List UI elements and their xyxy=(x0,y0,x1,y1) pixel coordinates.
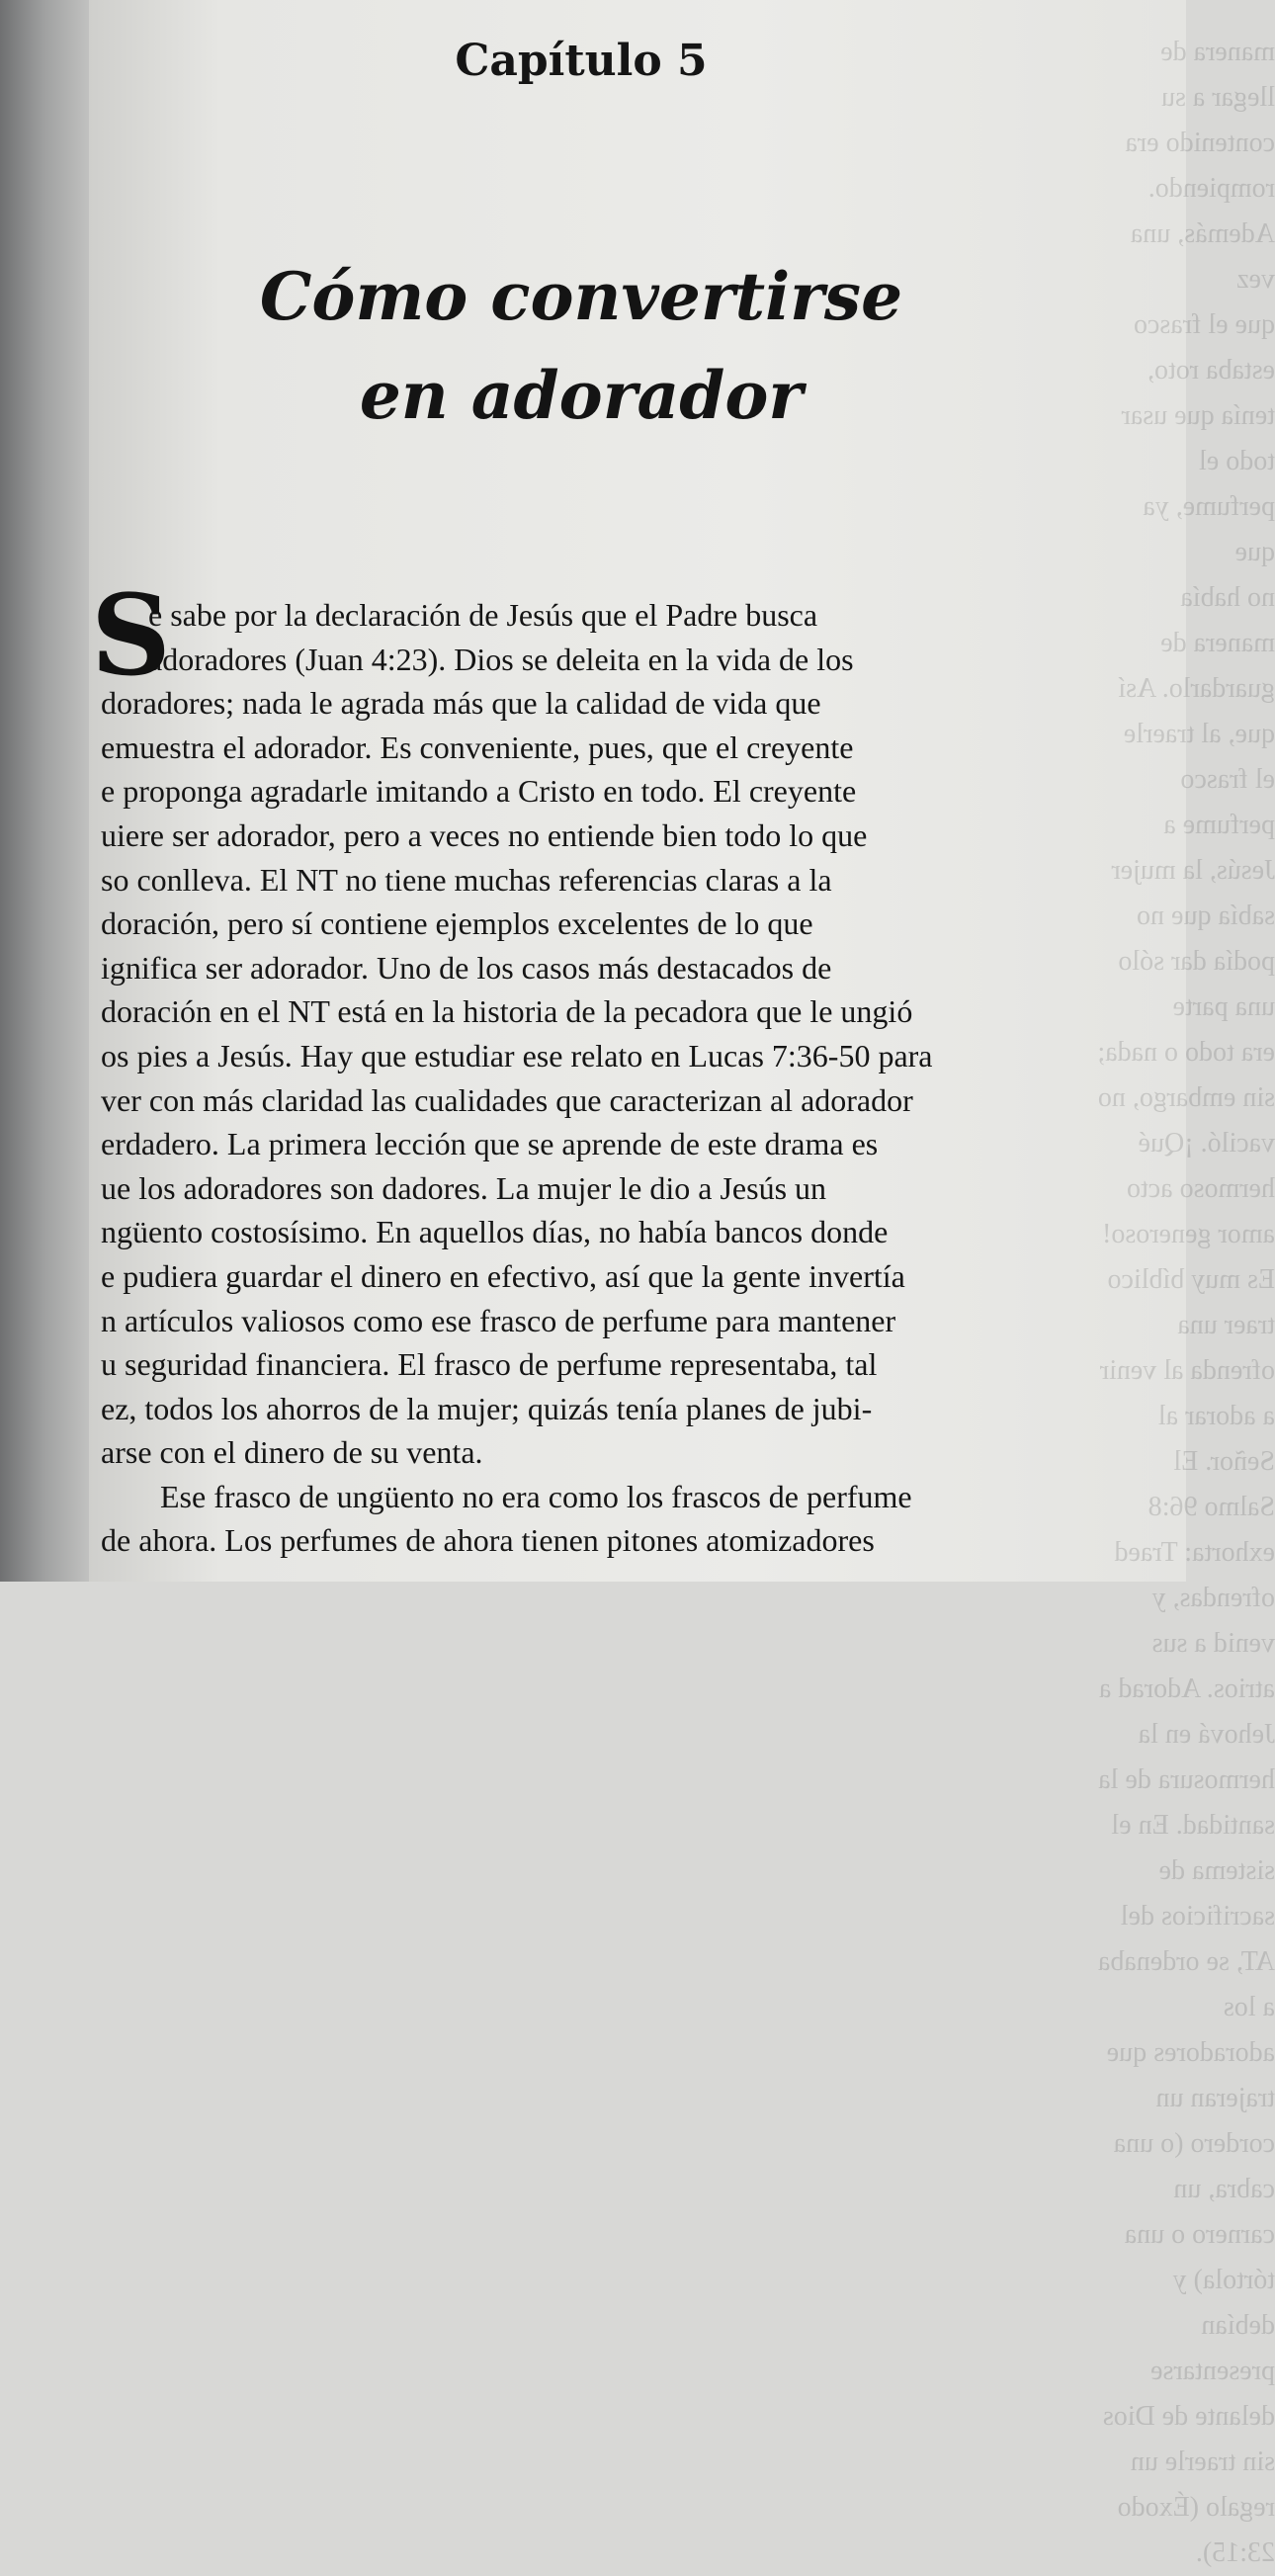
body-line: os pies a Jesús. Hay que estudiar ese relato en Lucas 7:36-50 para xyxy=(101,1037,933,1073)
body-line: Ese frasco de ungüento no era como los frascos de perfume xyxy=(160,1478,912,1514)
body-line: doración, pero sí contiene ejemplos excelentes de lo que xyxy=(101,905,813,942)
body-line: arse con el dinero de su venta. xyxy=(101,1434,483,1471)
body-line: uiere ser adorador, pero a veces no entiende bien todo lo que xyxy=(101,816,868,853)
chapter-title-line-1: Cómo convertirse xyxy=(259,258,903,335)
body-line: n artículos valiosos como ese frasco de perfume para mantener xyxy=(101,1302,896,1338)
body-line: emuestra el adorador. Es conveniente, pues, que el creyente xyxy=(101,729,854,765)
bleed-through-text: manera de llegar a su contenido era rompiendo. Además, una vez que el frasco estaba roto, tenía que usar todo el perfume, ya que no había manera de guardarlo. Así que, al traerle el frasco perfume a Jesús, la mujer sabía que no podía dar sólo una parte era todo o nada; sin embargo, no vaciló. ¡Qué hermoso acto amor generoso! Es muy bíblico traer una ofrenda al venir a adorar al Señor. El Salmo 96:8 exhorta: Traed ofrendas, y venid a sus atrios. Adorad a Jehová en la hermosura de la santidad. En el sistema de sacrificios del AT, se ordenaba a los adoradores que trajeran un cordero (o una cabra, un carnero o una tórtola) y debían presentarse delante de Dios sin traerle un regalo (Éxodo 23:15). xyxy=(1097,37,1275,2568)
body-line: erdadero. La primera lección que se aprende de este drama es xyxy=(101,1126,879,1162)
body-line: ue los adoradores son dadores. La mujer le dio a Jesús un xyxy=(101,1169,827,1206)
body-line: de ahora. Los perfumes de ahora tienen pitones atomizadores xyxy=(101,1522,875,1559)
body-line: doración en el NT está en la historia de la pecadora que le ungió xyxy=(101,993,913,1030)
body-line: e proponga agradarle imitando a Cristo en todo. El creyente xyxy=(101,773,857,810)
body-line: adoradores (Juan 4:23). Dios se deleita en la vida de los xyxy=(148,641,854,677)
chapter-title-line-2: en adorador xyxy=(359,357,804,434)
body-line: ver con más claridad las cualidades que caracterizan al adorador xyxy=(101,1081,913,1118)
body-line: ignifica ser adorador. Uno de los casos más destacados de xyxy=(101,949,832,986)
chapter-number: Capítulo 5 xyxy=(455,36,708,86)
chapter-title xyxy=(0,247,1162,445)
body-line: doradores; nada le agrada más que la calidad de vida que xyxy=(101,685,821,722)
body-line: e sabe por la declaración de Jesús que el Padre busca xyxy=(148,597,818,633)
body-line: ngüento costosísimo. En aquellos días, no había bancos donde xyxy=(101,1214,889,1250)
drop-cap: S xyxy=(91,571,171,701)
body-line: e pudiera guardar el dinero en efectivo, así que la gente invertía xyxy=(101,1257,905,1294)
body-line: ez, todos los ahorros de la mujer; quizás tenía planes de jubi- xyxy=(101,1390,873,1426)
body-line: so conlleva. El NT no tiene muchas referencias claras a la xyxy=(101,861,832,898)
body-text xyxy=(91,571,1119,1563)
body-line: u seguridad financiera. El frasco de perfume representaba, tal xyxy=(101,1346,878,1383)
